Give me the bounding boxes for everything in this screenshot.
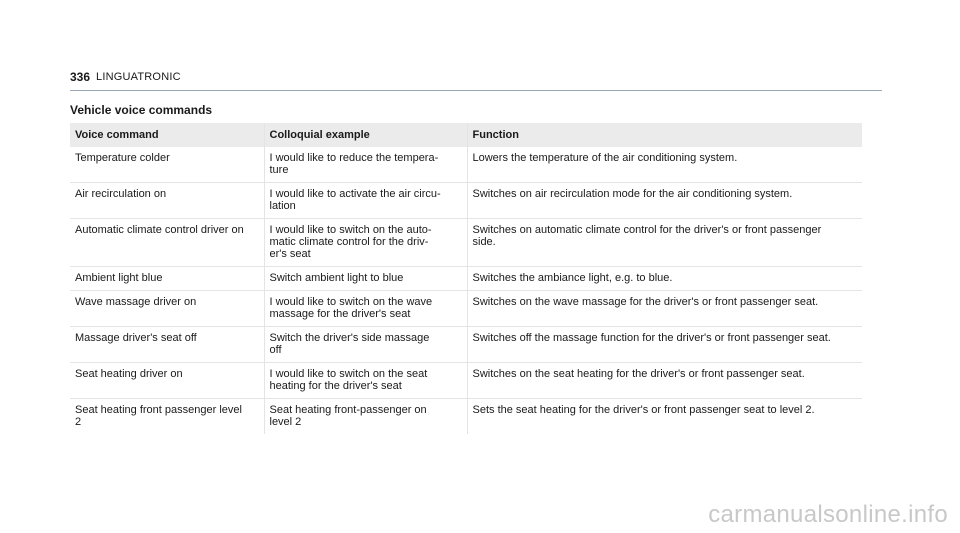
voice-command-cell: Temperature colder bbox=[70, 147, 264, 183]
function-cell: Switches on the wave massage for the driver's or front passenger seat. bbox=[467, 291, 862, 327]
voice-command-cell: Seat heating driver on bbox=[70, 363, 264, 399]
table-header-row bbox=[70, 123, 862, 147]
voice-commands-table bbox=[70, 123, 862, 434]
page-header bbox=[70, 70, 882, 91]
voice-command-cell: Automatic climate control driver on bbox=[70, 219, 264, 267]
table-row bbox=[70, 399, 862, 435]
voice-command-cell: Wave massage driver on bbox=[70, 291, 264, 327]
function-cell: Switches on automatic climate control for the driver's or front passenger side. bbox=[467, 219, 862, 267]
table-row bbox=[70, 363, 862, 399]
table-row bbox=[70, 219, 862, 267]
colloquial-example-cell: I would like to switch on the auto- matic climate control for the driv- er's seat bbox=[264, 219, 467, 267]
function-cell: Lowers the temperature of the air conditioning system. bbox=[467, 147, 862, 183]
table-row bbox=[70, 147, 862, 183]
function-cell: Switches on air recirculation mode for the air conditioning system. bbox=[467, 183, 862, 219]
table-row bbox=[70, 183, 862, 219]
function-cell: Switches the ambiance light, e.g. to blue. bbox=[467, 267, 862, 291]
colloquial-example-cell: I would like to reduce the tempera- ture bbox=[264, 147, 467, 183]
function-cell: Switches on the seat heating for the driver's or front passenger seat. bbox=[467, 363, 862, 399]
table-row bbox=[70, 327, 862, 363]
column-header-voice-command: Voice command bbox=[70, 123, 264, 147]
chapter-title: LINGUATRONIC bbox=[96, 71, 181, 83]
page-number: 336 bbox=[70, 70, 91, 84]
table-body bbox=[70, 147, 862, 434]
table-row bbox=[70, 291, 862, 327]
voice-command-cell: Ambient light blue bbox=[70, 267, 264, 291]
function-cell: Sets the seat heating for the driver's or front passenger seat to level 2. bbox=[467, 399, 862, 435]
colloquial-example-cell: Switch the driver's side massage off bbox=[264, 327, 467, 363]
colloquial-example-cell: Switch ambient light to blue bbox=[264, 267, 467, 291]
colloquial-example-cell: Seat heating front-passenger on level 2 bbox=[264, 399, 467, 435]
column-header-colloquial-example: Colloquial example bbox=[264, 123, 467, 147]
voice-command-cell: Air recirculation on bbox=[70, 183, 264, 219]
colloquial-example-cell: I would like to switch on the seat heating for the driver's seat bbox=[264, 363, 467, 399]
colloquial-example-cell: I would like to activate the air circu- lation bbox=[264, 183, 467, 219]
watermark: carmanualsonline.info bbox=[708, 501, 948, 528]
colloquial-example-cell: I would like to switch on the wave massage for the driver's seat bbox=[264, 291, 467, 327]
voice-command-cell: Massage driver's seat off bbox=[70, 327, 264, 363]
section-title: Vehicle voice commands bbox=[70, 103, 213, 117]
column-header-function: Function bbox=[467, 123, 862, 147]
function-cell: Switches off the massage function for the driver's or front passenger seat. bbox=[467, 327, 862, 363]
voice-command-cell: Seat heating front passenger level 2 bbox=[75, 404, 242, 428]
table-row bbox=[70, 267, 862, 291]
